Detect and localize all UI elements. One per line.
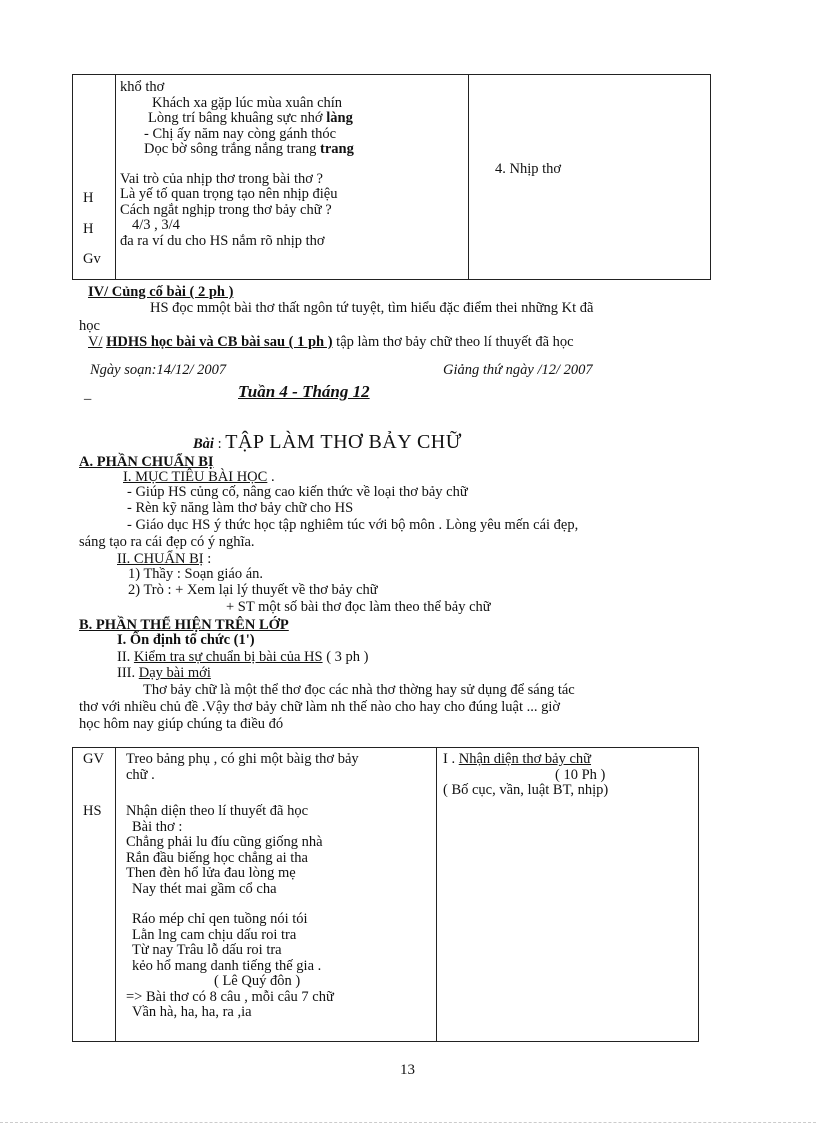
section-iv-text: HS đọc mmột bài thơ thất ngôn tứ tuyệt, tìm hiểu đặc điểm thei những Kt đã <box>150 300 594 316</box>
objective-item: sáng tạo ra cái đẹp có ý nghĩa. <box>79 534 255 550</box>
top-table-mid-cell <box>116 75 469 280</box>
prep-item: + ST một số bài thơ đọc làm theo thể bảy chữ <box>226 599 491 615</box>
poem-line: Từ nay Trâu lỗ dấu roi tra <box>132 942 282 958</box>
top-table <box>72 74 711 280</box>
bottom-table-right-cell <box>437 748 699 1042</box>
poem-line: Khách xa gặp lúc mùa xuân chín <box>152 94 343 111</box>
intro-text: Thơ bảy chữ là một thể thơ đọc các nhà thơ thờng hay sử dụng để sáng tác <box>143 682 575 698</box>
role-label: H <box>83 220 94 237</box>
poem-line: kẻo hổ mang danh tiếng thế gia . <box>132 957 322 974</box>
poem-line: Then đèn hổ lửa đau lòng mẹ <box>126 865 296 881</box>
section-label: 4. Nhịp thơ <box>495 161 562 177</box>
role-label: GV <box>83 751 104 767</box>
activity-line: chữ . <box>126 766 155 783</box>
prep-item: 1) Thầy : Soạn giáo án. <box>128 566 264 582</box>
poem-line: - Chị ấy năm nay còng gánh thóc <box>144 125 337 142</box>
prep-item: 2) Trò : + Xem lại lý thuyết về thơ bảy chữ <box>128 582 378 598</box>
poem-line: Lòng trí bâng khuâng sực nhớ làng <box>148 110 353 126</box>
week-title: Tuần 4 - Tháng 12 <box>238 382 370 401</box>
question-line: Cách ngắt nghịp trong thơ bảy chữ ? <box>120 201 332 218</box>
poem-line: khổ thơ <box>120 79 165 95</box>
poem-line: Bài thơ : <box>132 818 183 835</box>
intro-text: thơ với nhiều chủ đề .Vậy thơ bảy chữ làm nh thế nào cho hay cho đúng luật ... giờ <box>79 699 561 715</box>
part-a-heading: A. PHẦN CHUẨN BỊ <box>79 454 214 470</box>
answer-line: 4/3 , 3/4 <box>132 217 180 233</box>
lesson-title: Bài : TẬP LÀM THƠ BẢY CHỮ <box>193 431 462 453</box>
top-table-right-cell <box>469 75 711 280</box>
dash-mark: _ <box>84 386 92 402</box>
part-b-item: II. Kiểm tra sự chuẩn bị bài của HS ( 3 ph ) <box>117 649 369 665</box>
section-v: V/ HDHS học bài và CB bài sau ( 1 ph ) tập làm thơ bảy chữ theo lí thuyết đã học <box>88 334 574 350</box>
top-table-left-cell <box>73 75 116 280</box>
question-line: Là yế tố quan trọng tạo nên nhịp điệu <box>120 186 338 202</box>
part-b-item: I. Ổn định tổ chức (1') <box>117 632 255 648</box>
right-note: ( Bố cục, vần, luật BT, nhịp) <box>443 782 609 798</box>
poem-line: Lằn lng cam chịu dấu roi tra <box>132 926 297 943</box>
question-line: đa ra ví du cho HS nắm rõ nhịp thơ <box>120 232 325 249</box>
objective-item: - Rèn kỹ năng làm thơ bảy chữ cho HS <box>127 500 354 516</box>
date-prepared: Ngày soạn:14/12/ 2007 <box>90 362 227 378</box>
bottom-table <box>72 747 699 1042</box>
question-line: Vai trò của nhịp thơ trong bài thơ ? <box>120 170 323 187</box>
poem-line: Dọc bờ sông trắng nắng trang trang <box>144 141 354 157</box>
role-label: Gv <box>83 251 101 267</box>
activity-line: Vần hà, ha, ha, ra ,ia <box>132 1004 252 1020</box>
poem-line: Chẳng phải lu đíu cũng giống nhà <box>126 834 323 850</box>
part-b-heading: B. PHẦN THỂ HIỆN TRÊN LỚP <box>79 617 289 633</box>
activity-line: Treo bảng phụ , có ghi một bàig thơ bảy <box>126 751 359 767</box>
role-label: H <box>83 190 94 206</box>
intro-text: học hôm nay giúp chúng ta điều đó <box>79 716 284 732</box>
page-number: 13 <box>400 1062 415 1078</box>
activity-line: Nhận diện theo lí thuyết đã học <box>126 803 309 819</box>
right-title: I . Nhận diện thơ bảy chữ <box>443 751 592 767</box>
objective-item: - Giáo dục HS ý thức học tập nghiêm túc với bộ môn . Lòng yêu mến cái đẹp, <box>127 517 579 533</box>
bottom-table-left-cell <box>73 748 116 1042</box>
objective-item: - Giúp HS củng cố, nâng cao kiến thức về loại thơ bảy chữ <box>127 484 468 500</box>
date-taught: Giảng thứ ngày /12/ 2007 <box>443 362 593 378</box>
right-time: ( 10 Ph ) <box>555 766 606 783</box>
prep-heading: II. CHUẨN BỊ : <box>117 551 212 567</box>
poem-author: ( Lê Quý đôn ) <box>214 973 301 989</box>
objectives-heading: I. MỤC TIÊU BÀI HỌC . <box>123 469 275 485</box>
poem-line: Ráo mép chỉ qen tuồng nói tói <box>132 911 308 927</box>
section-iv-text2: học <box>79 318 100 334</box>
role-label: HS <box>83 802 102 819</box>
section-iv-heading: IV/ Củng cố bài ( 2 ph ) <box>88 284 234 300</box>
activity-line: => Bài thơ có 8 câu , mỗi câu 7 chữ <box>126 988 334 1005</box>
part-b-item: III. Dạy bài mới <box>117 665 211 681</box>
bottom-table-mid-cell <box>116 748 437 1042</box>
poem-line: Nay thét mai gầm cổ cha <box>132 880 277 897</box>
poem-line: Rắn đầu biếng học chẳng ai tha <box>126 849 308 866</box>
